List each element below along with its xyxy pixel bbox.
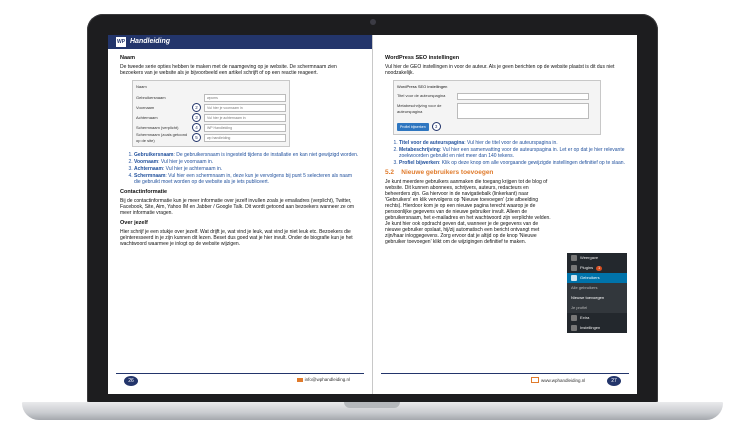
name-settings-screenshot [132,80,290,147]
laptop-notch [344,402,400,408]
update-badge: 1 [598,265,601,270]
seo-desc-label: Metabeschrijving voor de auteurspagina [397,103,442,114]
monitor-icon [531,377,539,383]
right-content [385,55,625,249]
page-footer [381,373,629,386]
menu-item-label: Gebruikers [580,275,600,280]
submenu [567,283,627,313]
right-page [373,35,637,394]
list-item-term: Voornaam [134,159,159,165]
plug-icon [571,265,577,271]
menu-item-label: Instellingen [580,325,601,330]
menu-item-label: Weergave [580,255,599,260]
camera-icon [370,19,376,25]
list-item [134,166,360,172]
left-content [120,55,360,251]
mock-label: Voornaam [136,104,155,110]
brush-icon [571,255,577,261]
menu-item-gebruikers [567,273,627,283]
list-item-text: : Vul hier een schermnaam in, deze kun je vervolgens bij punt 5 selecteren als naam die gebruikt moet worden op de website als je iets publiceert. [134,173,352,185]
footer-website[interactable] [531,377,585,383]
list-item-term: Gebruikersnaam [134,152,174,158]
screen [108,35,637,394]
list-item-text: : Vul hier je achternaam in. [162,166,223,172]
submenu-item: Nieuwe toevoegen [571,295,605,300]
mock-label: Achternaam [136,114,158,120]
mock-number: 4 [192,123,201,132]
heading-contact: Contactinformatie [120,189,168,195]
mock-input: Vul hier je achternaam in [204,114,286,122]
seo-settings-screenshot [393,80,601,135]
page-header-blank [373,35,637,49]
mock-number [192,93,201,102]
menu-item-label: Extra [580,315,590,320]
users-icon [571,275,577,281]
seo-title-label: Titel voor de auteurspagina [397,93,446,98]
mail-icon [297,378,303,382]
left-page [108,35,373,394]
heading-seo: WordPress SEO instellingen [385,55,460,61]
list-item [399,140,625,146]
page-header [108,35,372,49]
menu-item-plugins [567,263,627,273]
seo-fields-list [385,140,625,166]
list-item-text: : Vul hier een samenvatting voor de auteurspagina in. Let er op dat je hier relevante zoekwoorden gebruikt en niet meer dan 140 tekens. [399,147,625,159]
mock-label: Schermnaam (verplicht) [136,124,179,130]
mock-row [136,103,286,112]
list-item-term: Schermnaam [134,173,166,179]
footer-email-text: info@wphandleiding.nl [304,377,350,382]
section-title: Nieuwe gebruikers toevoegen [401,169,494,176]
list-item [399,147,625,159]
wp-admin-menu-screenshot [567,253,627,333]
list-item-term: Metabeschrijving [399,147,440,153]
mock-input: Vul hier je voornaam in [204,104,286,112]
list-item [134,159,360,165]
submenu-item: Alle gebruikers [571,285,598,290]
heading-over: Over jezelf [120,220,148,226]
list-item-term: Titel voor de auteurspagina [399,140,465,146]
page-footer [116,373,364,386]
mock-number: 5 [192,133,201,142]
mock-number: 3 [432,122,441,131]
list-item [134,173,360,185]
brand-logo: WP [116,39,126,45]
mock-title: Naam [136,84,147,89]
para-users: Je kunt meerdere gebruikers aanmaken die toegang krijgen tot de blog of website. Dit kunnen abonnees, schrijvers, auteurs, redacteurs en beheerders zijn. Ga hiervoor in de navigatiebalk (linkerkant) naar 'Gebruikers' en klik vervolgens op 'Nieuwe toevoegen' (zie afbeelding rechts). Hierdoor kom je op een nieuwe pagina terecht waarop je de persoonlijke gegevens van de nieuwe gebruiker invult. Alleen de gebruikersnaam, het e-mailadres en het wachtwoord zijn verplichte velden. Je kunt hier ook opdracht geven dat, wanneer je de gegevens van de nieuwe gebruiker opslaat, hij/zij automatisch een bericht ontvangt met zijn/haar inloggegevens. Zorg ervoor dat je altijd op de knop 'Nieuwe gebruiker toevoegen' klikt om de wijzigingen definitief te maken. [385,179,551,245]
wrench-icon [571,315,577,321]
mock-input: wp handleiding [204,134,286,142]
seo-title-row [397,93,597,100]
menu-item-extra [567,313,627,323]
seo-button-row [397,122,597,131]
laptop-base [22,402,723,420]
list-item-text: : Vul hier je voornaam in. [158,159,214,165]
para-naam: De tweede serie opties hebben te maken met de naamgeving op je website. De schermnaam zien bezoekers van je website als je bijvoorbeeld een artikel schrijft of op een reactie reageert. [120,64,337,76]
seo-mock-title: WordPress SEO instellingen [397,84,448,89]
footer-email[interactable] [297,377,350,382]
mock-label: Schermnaam (zoals getoond op de site) [136,131,188,143]
para-over: Hier schrijf je een stukje over jezelf. Wat drijft je, wat vind je leuk, wat vind je niet leuk etc. Bezoekers die geïnteresseerd in je zijn kunnen dit lezen. Beset dus goed wat je hier invult. Onder de biografie kun je het wachtwoord waarmee je inlogt op de website wijzigen. [120,229,353,247]
mock-input: wpcms [204,94,286,102]
section-heading [385,170,625,176]
page-number: 27 [607,376,621,386]
heading-naam: Naam [120,55,135,61]
laptop-lid [87,14,658,404]
footer-website-text: www.wphandleiding.nl [541,377,586,383]
mock-row [136,133,286,142]
mock-row [136,93,286,102]
section-number: 5.2 [385,169,395,176]
menu-item-label: Plugins [580,265,594,270]
brand-title: Handleiding [130,38,171,45]
seo-desc-row [397,103,597,119]
list-item-text: : De gebruikersnaam is ingesteld tijdens de installatie en kan niet gewijzigd worden. [173,152,359,158]
seo-desc-textarea [457,103,589,119]
para-contact: Bij de contactinformatie kun je meer informatie over jezelf invullen zoals je emailadres (verplicht), Twitter, Facebook, Site, Aim, Yahoo IM en Jabber / Google Talk. Dit wordt getoond aan bezoekers wanneer ze om meer informatie vragen. [120,198,355,216]
list-item-term: Achternaam [134,166,163,172]
mock-input: WP Handleiding [204,124,286,132]
menu-item-instellingen [567,323,627,333]
mock-row [136,113,286,122]
update-profile-button: Profiel bijwerken [397,123,429,131]
list-item-term: Profiel bijwerken [399,160,440,166]
seo-title-input [457,93,589,100]
list-item [134,152,360,158]
list-item [399,160,625,166]
mock-number: 2 [192,103,201,112]
mock-number: 3 [192,113,201,122]
para-seo: Vul hier de GEO instellingen in voor de auteur. Als je geen berichten op de website plaatst is dit dus niet noodzakelijk. [385,64,615,76]
list-item-text: : Klik op deze knop om alle voorgaande gewijzigde instellingen definitief op te slaan. [439,160,625,166]
page-number: 26 [124,376,138,386]
name-fields-list [120,152,360,185]
mock-label: Gebruikersnaam [136,94,166,100]
submenu-item: Je profiel [571,305,588,310]
list-item-text: : Vul hier de titel voor de auteurspagina in. [464,140,558,146]
menu-item-weergave [567,253,627,263]
settings-icon [571,325,577,331]
